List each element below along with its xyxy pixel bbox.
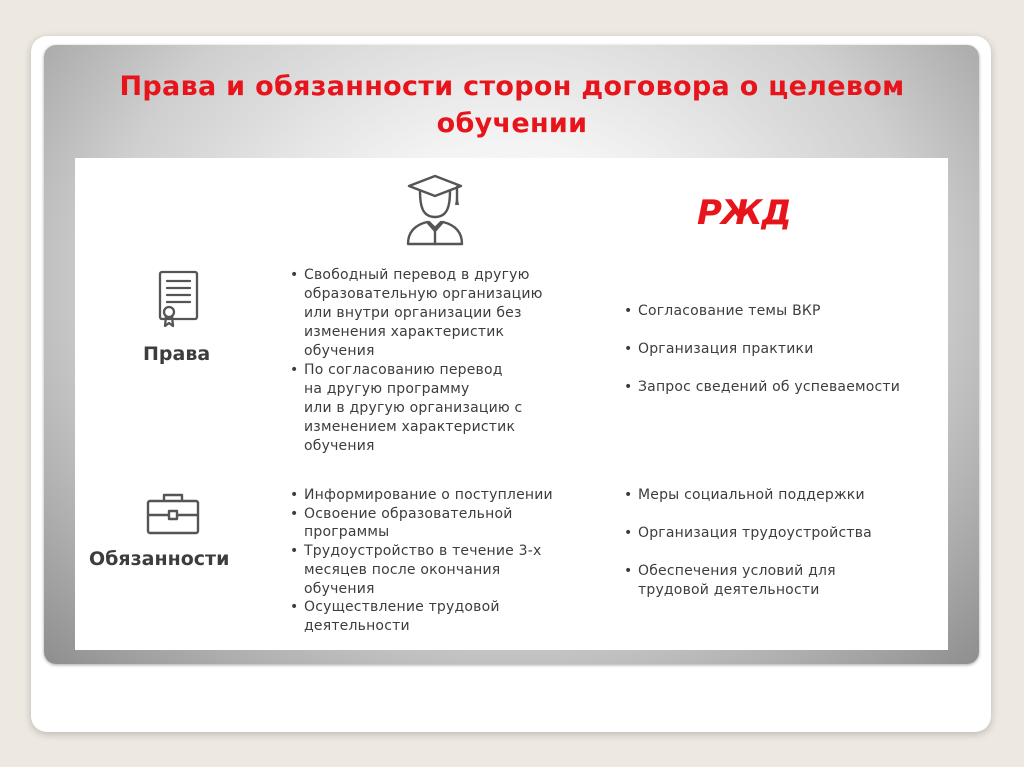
list-item: • Организация практики xyxy=(621,340,951,359)
student-rights-list xyxy=(287,266,587,456)
content-card xyxy=(75,158,948,650)
list-item: • Свободный перевод в другую образовательную организацию или внутри организации без изменения характеристик обучения xyxy=(287,266,587,361)
list-item: • Трудоустройство в течение 3-х месяцев после окончания обучения xyxy=(287,542,587,598)
list-item: • Информирование о поступлении xyxy=(287,486,587,505)
graduate-icon xyxy=(405,172,465,246)
document-icon xyxy=(155,270,201,330)
student-duties-list xyxy=(287,486,587,636)
list-item: • Обеспечения условий для трудовой деятельности xyxy=(621,562,951,600)
rzd-logo xyxy=(691,188,801,232)
list-item: • Согласование темы ВКР xyxy=(621,302,951,321)
list-item: • Осуществление трудовой деятельности xyxy=(287,598,587,635)
list-item: • Меры социальной поддержки xyxy=(621,486,951,505)
list-item: • По согласованию перевод на другую программу или в другую организацию с изменением характеристик обучения xyxy=(287,361,587,456)
slide-title: Права и обязанности сторон договора о целевом обучении xyxy=(119,71,905,139)
list-item: • Организация трудоустройства xyxy=(621,524,951,543)
list-item: • Запрос сведений об успеваемости xyxy=(621,378,951,397)
company-duties-list xyxy=(621,486,951,619)
rights-label: Права xyxy=(143,343,211,365)
list-item: • Освоение образовательной программы xyxy=(287,505,587,542)
duties-label: Обязанности xyxy=(89,548,230,570)
rzd-logo-text: РЖД xyxy=(697,193,791,232)
briefcase-icon xyxy=(145,491,201,537)
company-rights-list xyxy=(621,302,951,416)
